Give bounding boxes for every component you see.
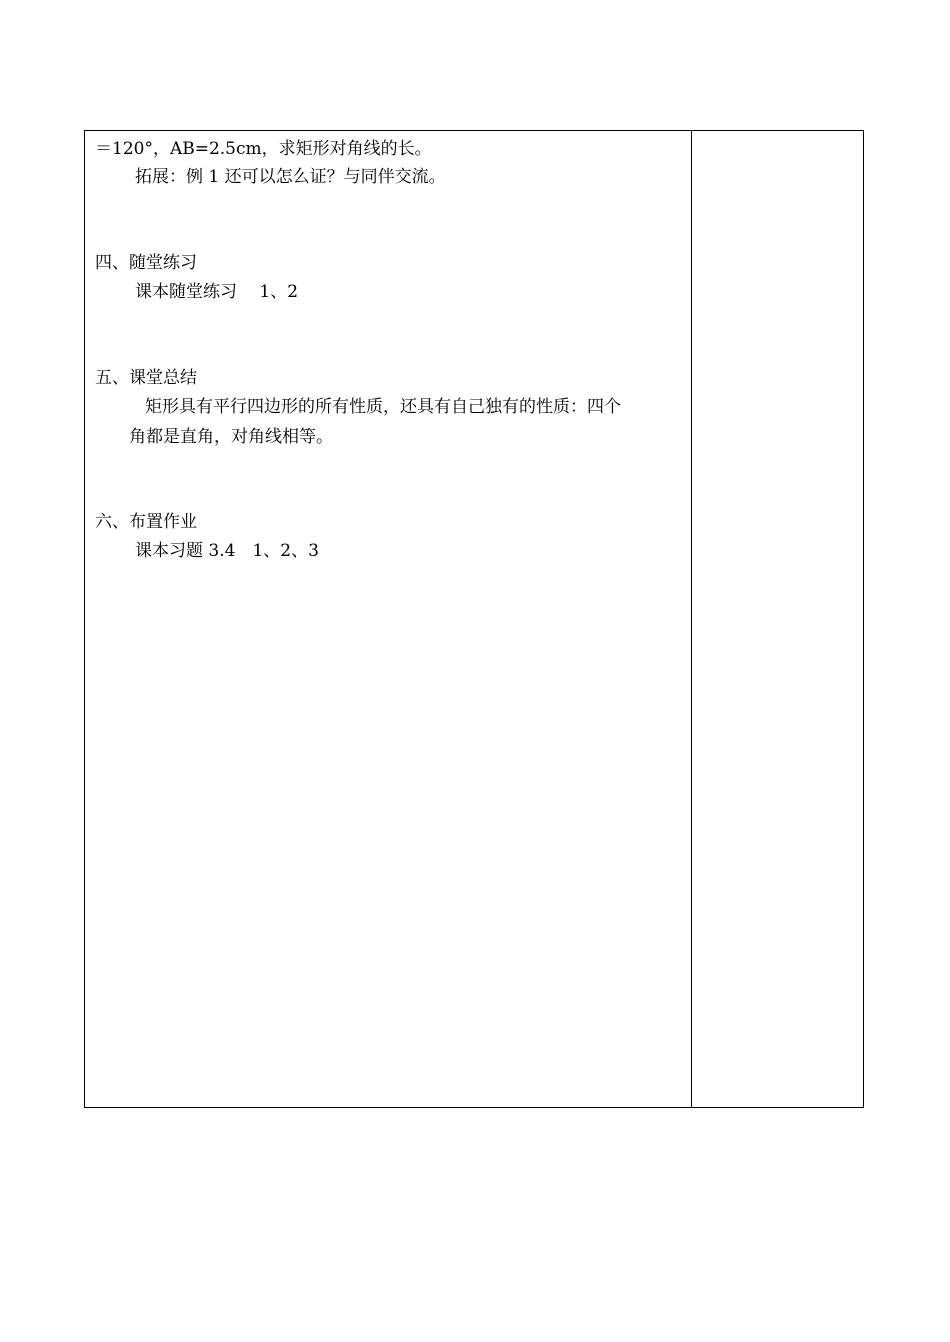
text-line-practice: 课本随堂练习 1、2 [135, 282, 299, 302]
text-line-homework: 课本习题 3.4 1、2、3 [135, 541, 319, 561]
section-heading-summary: 五、课堂总结 [95, 368, 197, 388]
section-heading-practice: 四、随堂练习 [95, 253, 197, 273]
notes-cell [692, 131, 863, 1107]
lesson-table [84, 130, 864, 1108]
content-cell [85, 131, 692, 1107]
text-line-summary-2: 角都是直角，对角线相等。 [129, 427, 333, 447]
text-line-summary-1: 矩形具有平行四边形的所有性质，还具有自己独有的性质：四个 [145, 397, 621, 417]
text-line-extension: 拓展：例 1 还可以怎么证？与同伴交流。 [135, 167, 446, 187]
section-heading-homework: 六、布置作业 [95, 512, 197, 532]
text-line-angle-condition: ＝120°，AB=2.5cm，求矩形对角线的长。 [95, 139, 432, 159]
